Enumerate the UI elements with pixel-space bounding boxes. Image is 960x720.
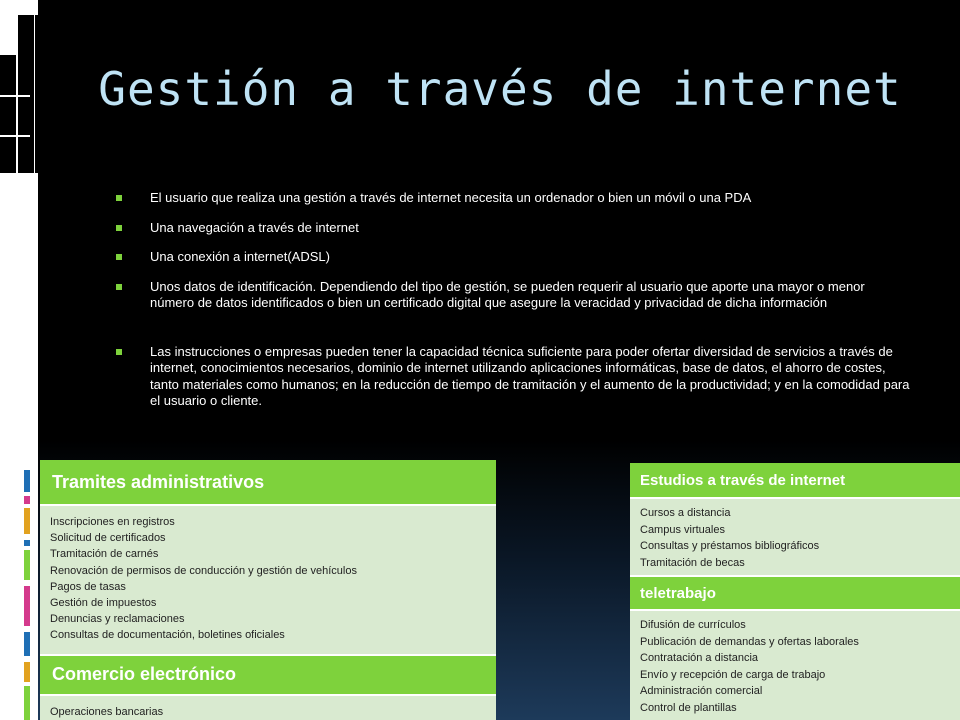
list-item: Tramitación de carnés xyxy=(50,548,159,561)
table-header-comercio: Comercio electrónico xyxy=(40,656,496,696)
list-item: Gestión de impuestos xyxy=(50,597,157,610)
square-bullet-icon xyxy=(116,254,122,260)
table-cell-estudios xyxy=(630,499,960,577)
bullet-list xyxy=(112,190,912,423)
list-item: Cursos a distancia xyxy=(640,507,731,519)
list-item: Tramitación de becas xyxy=(640,556,745,569)
list-item: Consultas de documentación, boletines oficiales xyxy=(50,629,285,642)
list-item: Pagos de tasas xyxy=(50,580,126,593)
list-item: Control de plantillas xyxy=(640,701,737,714)
bullet-item: Una navegación a través de internet xyxy=(112,220,912,237)
list-item: Solicitud de certificados xyxy=(50,532,166,545)
table-cell-comercio xyxy=(40,696,496,720)
list-item: Operaciones bancarias xyxy=(50,706,164,718)
bullet-item: El usuario que realiza una gestión a través de internet necesita un ordenador o bien un móvil o una PDA xyxy=(112,190,912,207)
square-bullet-icon xyxy=(116,225,122,231)
services-table-right xyxy=(630,463,960,720)
table-cell-teletrabajo xyxy=(630,611,960,720)
list-item: Envío y recepción de carga de trabajo xyxy=(640,668,826,681)
bullet-item: Unos datos de identificación. Dependiendo del tipo de gestión, se pueden requerir al usuario que aporte una mayor o menor número de datos identificados o bien un certificado digital que asegure la veracidad y privacidad de dicha información xyxy=(112,279,912,312)
list-item: Publicación de demandas y ofertas laborales xyxy=(640,635,859,648)
square-bullet-icon xyxy=(116,349,122,355)
table-header-teletrabajo: teletrabajo xyxy=(630,577,960,611)
table-cell-tramites xyxy=(40,506,496,656)
square-bullet-icon xyxy=(116,284,122,290)
list-item: Administración comercial xyxy=(640,685,763,697)
list-item: Difusión de currículos xyxy=(640,619,746,631)
list-item: Renovación de permisos de conducción y gestión de vehículos xyxy=(50,564,357,577)
color-bars-decoration-icon xyxy=(22,470,38,720)
list-item: Consultas y préstamos bibliográficos xyxy=(640,540,820,552)
list-item: Contratación a distancia xyxy=(640,652,759,664)
slide-title: Gestión a través de internet xyxy=(98,62,902,116)
services-table-left xyxy=(40,460,496,720)
list-item: Campus virtuales xyxy=(640,523,725,536)
table-header-estudios: Estudios a través de internet xyxy=(630,463,960,499)
bullet-item: Las instrucciones o empresas pueden tener la capacidad técnica suficiente para poder ofertar diversidad de servicios a través de internet, conocimientos necesarios, dominio de internet utilizando aplicaciones informáticas, base de datos, el ahorro de costes, tanto materiales como humanos; en la reducción de tiempo de tramitación y el aumento de la productividad; y en la comodidad para el usuario o cliente. xyxy=(112,344,912,410)
table-header-tramites: Tramites administrativos xyxy=(40,460,496,506)
bullet-item: Una conexión a internet(ADSL) xyxy=(112,249,912,266)
list-item: Denuncias y reclamaciones xyxy=(50,613,185,626)
list-item: Inscripciones en registros xyxy=(50,516,175,528)
square-bullet-icon xyxy=(116,195,122,201)
